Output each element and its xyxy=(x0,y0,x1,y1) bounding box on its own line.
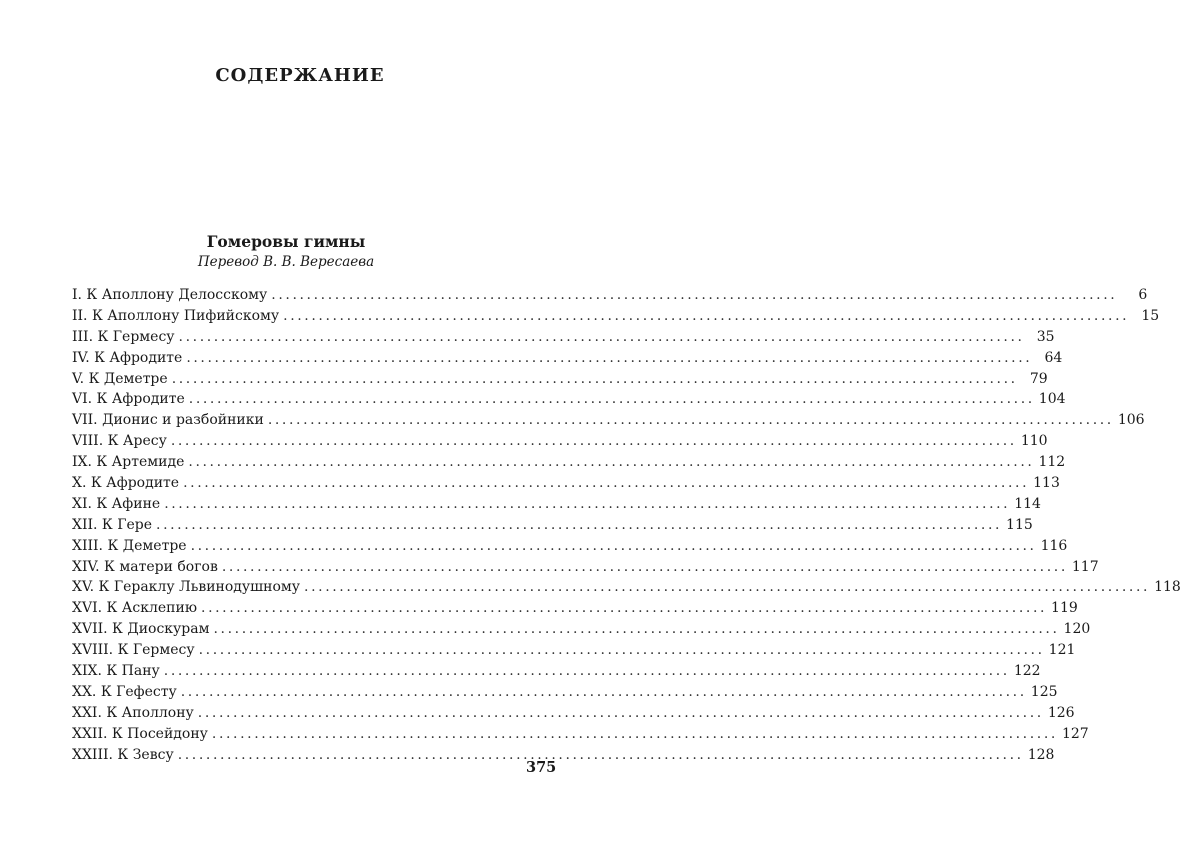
dot-leader: ........................................................................................................................ xyxy=(188,391,1035,408)
toc-entry-label: XVIII. К Гермесу xyxy=(72,642,195,659)
toc-entry-page: 104 xyxy=(1038,391,1066,408)
toc-entry xyxy=(72,577,1181,598)
section-title: Гомеровы гимны xyxy=(206,232,366,251)
toc-entry xyxy=(72,640,1076,661)
dot-leader: ........................................................................................................................ xyxy=(164,495,1011,512)
dot-leader: ........................................................................................................................ xyxy=(177,746,1024,763)
toc-entry-page: 110 xyxy=(1020,433,1048,450)
toc-entry xyxy=(72,703,1075,724)
dot-leader: ........................................................................................................................ xyxy=(163,663,1010,680)
toc-entry-label: IX. К Артемиде xyxy=(72,454,185,471)
toc-entry-page: 128 xyxy=(1027,746,1055,763)
dot-leader: ........................................................................................................................ xyxy=(171,370,1018,387)
toc-entry-page: 122 xyxy=(1013,663,1041,680)
toc-entry-page: 114 xyxy=(1014,495,1041,512)
toc-entry-page: 35 xyxy=(1036,328,1055,345)
toc-entry-label: XI. К Афине xyxy=(72,495,161,512)
toc-entry-page: 126 xyxy=(1047,704,1075,721)
toc-entry-label: XVII. К Диоскурам xyxy=(72,621,210,638)
toc-entry xyxy=(72,285,1148,306)
toc-entry xyxy=(72,389,1066,410)
toc-entry xyxy=(72,598,1078,619)
toc-entry-label: XIII. К Деметре xyxy=(72,537,187,554)
toc-entry xyxy=(72,431,1048,452)
toc-entry-page: 117 xyxy=(1071,558,1099,575)
toc-entry xyxy=(72,348,1063,369)
toc-entry-label: XIX. К Пану xyxy=(72,663,160,680)
toc-entry xyxy=(72,619,1091,640)
toc-entry-label: XII. К Гере xyxy=(72,516,153,533)
toc-entry xyxy=(72,557,1099,578)
toc-entry xyxy=(72,724,1089,745)
toc-entry-page: 15 xyxy=(1141,307,1160,324)
toc-entry-label: VIII. К Аресу xyxy=(72,433,167,450)
dot-leader: ........................................................................................................................ xyxy=(170,433,1017,450)
toc-entry-page: 121 xyxy=(1048,642,1076,659)
toc-entry-label: VII. Дионис и разбойники xyxy=(72,412,264,429)
page-heading: СОДЕРЖАНИЕ xyxy=(215,65,385,86)
toc-entry xyxy=(72,515,1033,536)
dot-leader: ........................................................................................................................ xyxy=(190,537,1037,554)
toc-entry xyxy=(72,473,1060,494)
dot-leader: ........................................................................................................................ xyxy=(180,683,1027,700)
page-number: 375 xyxy=(526,759,557,776)
toc-entry xyxy=(72,306,1160,327)
toc-entry-label: V. К Деметре xyxy=(72,370,168,387)
toc-entry-label: XXII. К Посейдону xyxy=(72,725,208,742)
toc-entry xyxy=(72,494,1041,515)
dot-leader: ........................................................................................................................ xyxy=(271,287,1118,303)
toc-entry xyxy=(72,682,1058,703)
toc-entry-label: XXI. К Аполлону xyxy=(72,704,194,721)
dot-leader: ........................................................................................................................ xyxy=(221,558,1068,575)
dot-leader: ........................................................................................................................ xyxy=(178,328,1025,345)
toc-entry xyxy=(72,452,1066,473)
toc-entry-page: 112 xyxy=(1038,454,1066,471)
toc-entry-label: I. К Аполлону Делосскому xyxy=(72,287,268,303)
toc-entry-page: 64 xyxy=(1044,349,1063,366)
toc-entry-page: 6 xyxy=(1138,287,1148,303)
dot-leader: ........................................................................................................................ xyxy=(198,642,1045,659)
toc-entry-page: 127 xyxy=(1061,725,1089,742)
dot-leader: ........................................................................................................................ xyxy=(197,704,1044,721)
toc-entry-label: VI. К Афродите xyxy=(72,391,185,408)
toc-entry-label: III. К Гермесу xyxy=(72,328,175,345)
toc-entry-page: 115 xyxy=(1006,516,1033,533)
toc-entry-page: 79 xyxy=(1029,370,1048,387)
toc-entry-label: X. К Афродите xyxy=(72,475,180,492)
dot-leader: ........................................................................................................................ xyxy=(283,307,1130,324)
section-subtitle: Перевод В. В. Вересаева xyxy=(197,254,375,270)
toc-entry-page: 119 xyxy=(1051,600,1078,617)
toc-entry-page: 120 xyxy=(1063,621,1091,638)
toc-entry-page: 116 xyxy=(1040,537,1068,554)
toc-entry xyxy=(72,661,1041,682)
toc-entry-label: XIV. К матери богов xyxy=(72,558,218,575)
toc-entry-page: 106 xyxy=(1117,412,1145,429)
toc-entry xyxy=(72,745,1055,766)
toc-entry-label: XV. К Гераклу Львинодушному xyxy=(72,579,301,596)
toc-entry-label: II. К Аполлону Пифийскому xyxy=(72,307,280,324)
dot-leader: ........................................................................................................................ xyxy=(201,600,1048,617)
dot-leader: ........................................................................................................................ xyxy=(186,349,1033,366)
dot-leader: ........................................................................................................................ xyxy=(188,454,1035,471)
toc-entry-page: 125 xyxy=(1030,683,1058,700)
dot-leader: ........................................................................................................................ xyxy=(211,725,1058,742)
dot-leader: ........................................................................................................................ xyxy=(156,516,1003,533)
dot-leader: ........................................................................................................................ xyxy=(267,412,1114,429)
toc-entry-page: 118 xyxy=(1154,579,1181,596)
toc-entry-page: 113 xyxy=(1033,475,1060,492)
dot-leader: ........................................................................................................................ xyxy=(304,579,1151,596)
toc-entry xyxy=(72,369,1048,390)
table-of-contents xyxy=(72,285,1181,765)
dot-leader: ........................................................................................................................ xyxy=(183,475,1030,492)
dot-leader: ........................................................................................................................ xyxy=(213,621,1060,638)
toc-entry-label: XVI. К Асклепию xyxy=(72,600,198,617)
toc-entry-label: IV. К Афродите xyxy=(72,349,183,366)
toc-entry xyxy=(72,536,1068,557)
toc-entry xyxy=(72,327,1055,348)
toc-entry xyxy=(72,410,1145,431)
toc-entry-label: XX. К Гефесту xyxy=(72,683,177,700)
toc-entry-label: XXIII. К Зевсу xyxy=(72,746,174,763)
